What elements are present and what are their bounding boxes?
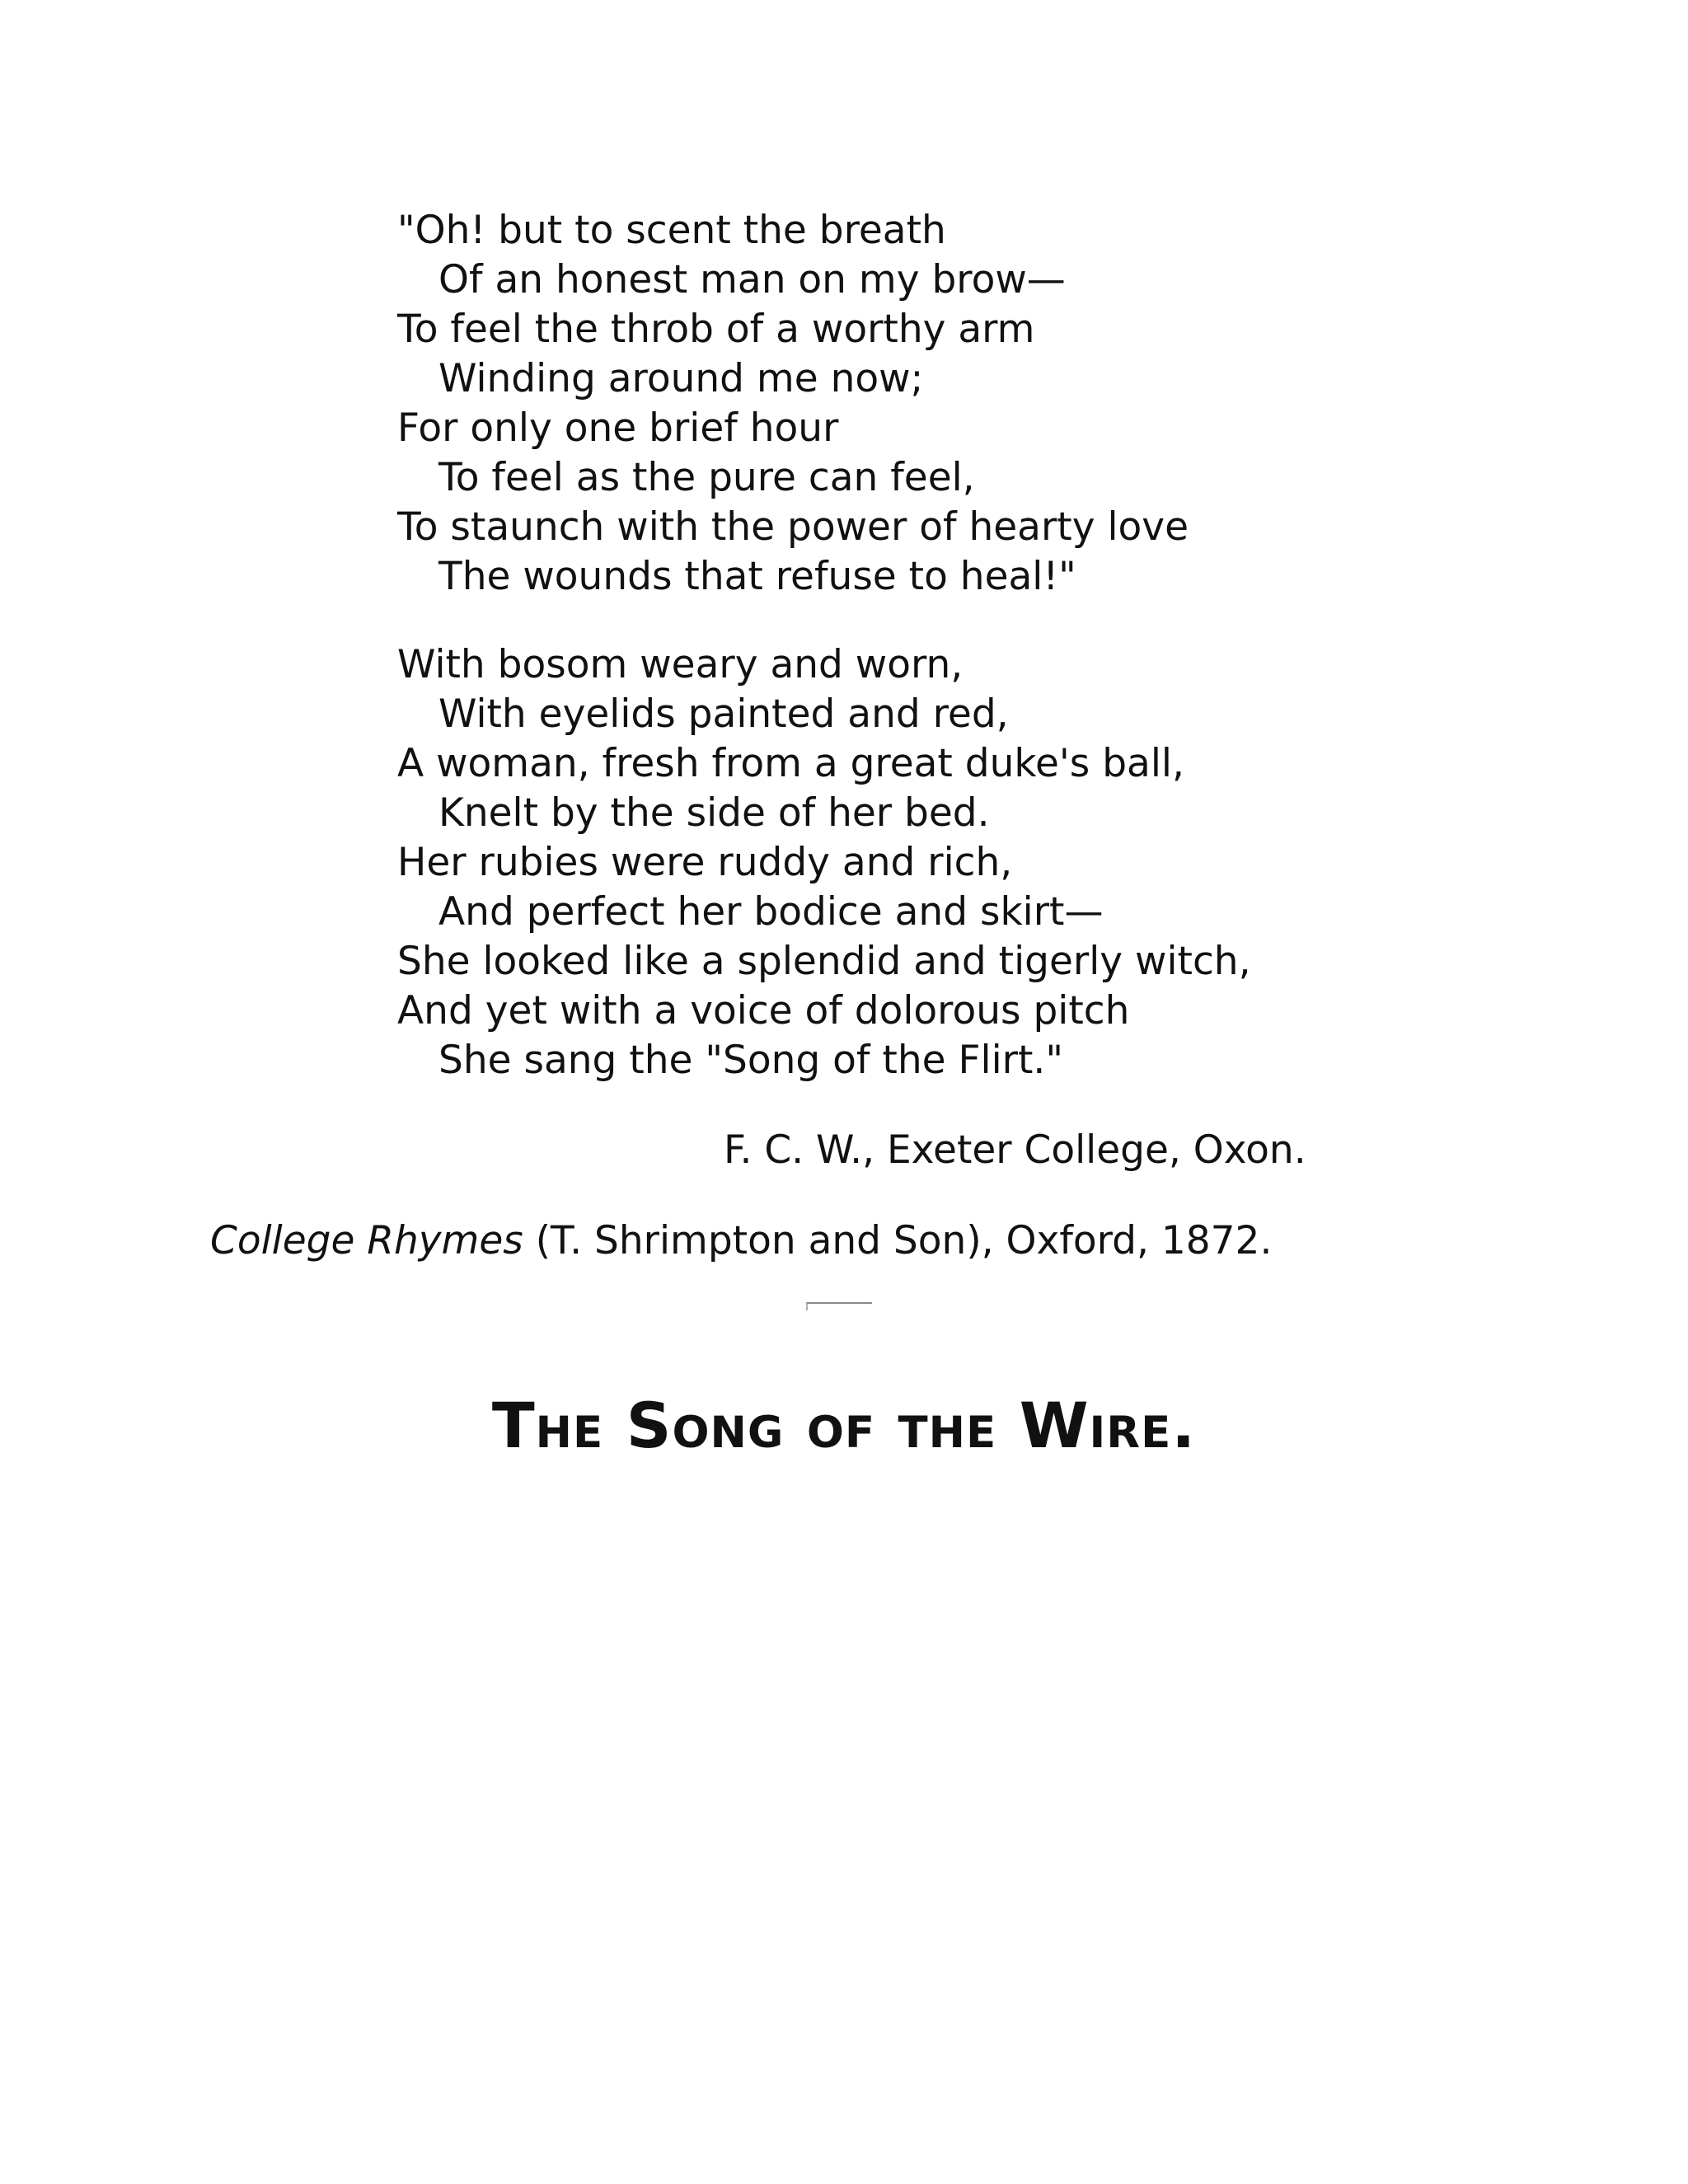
- poem-line: To feel as the pure can feel,: [438, 455, 975, 500]
- poem-line: She sang the "Song of the Flirt.": [438, 1038, 1063, 1083]
- poem-stanza-2: [397, 640, 1469, 1085]
- poem-stanza-1: [397, 206, 1469, 602]
- poem-line: The wounds that refuse to heal!": [438, 554, 1076, 599]
- source-details: (T. Shrimpton and Son), Oxford, 1872.: [523, 1218, 1273, 1263]
- poem-line: With bosom weary and worn,: [397, 642, 964, 687]
- poem-line: A woman, fresh from a great duke's ball,: [397, 741, 1184, 786]
- section-title: The Song of the Wire.: [491, 1389, 1197, 1462]
- poem-line: And perfect her bodice and skirt—: [438, 889, 1104, 935]
- poem-line: "Oh! but to scent the breath: [397, 208, 946, 253]
- poem-line: Of an honest man on my brow—: [438, 257, 1066, 302]
- poem-line: And yet with a voice of dolorous pitch: [397, 988, 1130, 1033]
- source-book-title: College Rhymes: [210, 1218, 523, 1263]
- poem-line: To staunch with the power of hearty love: [397, 504, 1189, 550]
- poem-line: With eyelids painted and red,: [438, 691, 1009, 737]
- poem-line: Winding around me now;: [438, 356, 924, 401]
- poem-line: For only one brief hour: [397, 405, 839, 451]
- poem-line: She looked like a splendid and tigerly witch,: [397, 939, 1251, 984]
- poem-line: To feel the throb of a worthy arm: [397, 307, 1035, 352]
- author-signature: F. C. W., Exeter College, Oxon.: [724, 1127, 1306, 1173]
- section-divider: [806, 1302, 872, 1310]
- poem-line: Knelt by the side of her bed.: [438, 790, 990, 836]
- source-citation: [210, 1216, 1272, 1266]
- poem-line: Her rubies were ruddy and rich,: [397, 840, 1013, 885]
